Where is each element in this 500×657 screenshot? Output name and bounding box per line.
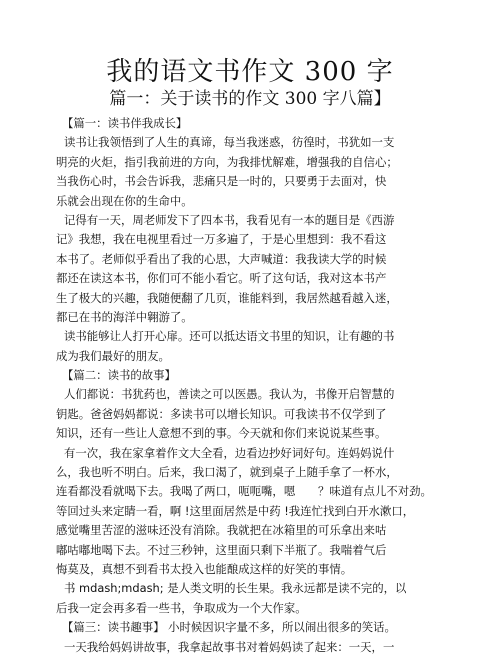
section-heading-line: 【篇二：读书的故事】 xyxy=(62,368,176,383)
text-line: 有一次，我在家拿着作文大全看，边看边抄好词好句。连妈妈说什 xyxy=(64,445,395,460)
text-line: 都已在书的海洋中翱游了。 xyxy=(56,309,193,324)
text-line: 悔莫及，真想不到看书太投入也能酿成这样的好笑的事情。 xyxy=(56,561,353,576)
page-subtitle: 篇一：关于读书的作文 300 字八篇】 xyxy=(109,89,391,109)
text-line: 成为我们最好的朋友。 xyxy=(56,348,170,363)
text-line: 当我伤心时，书会告诉我，悲痛只是一时的，只要勇于去面对，快 xyxy=(56,174,387,189)
text-line: 人们都说：书犹药也，善读之可以医愚。我认为，书像开启智慧的 xyxy=(64,387,395,402)
text-line: 么，我也听不明白。后来，我口渴了，就到桌子上随手拿了一杯水， xyxy=(56,465,398,480)
page-title: 我的语文书作文 300 字 xyxy=(106,57,394,87)
text-line: 连看都没看就喝下去。我喝了两口，呃呃嘴，嗯 ？味道有点儿不对劲。 xyxy=(56,484,432,499)
text-line: 读书能够让人打开心扉。还可以抵达语文书里的知识，让有趣的书 xyxy=(64,329,395,344)
text-line: 一天我给妈妈讲故事，我拿起故事书对着妈妈读了起来：一天，一 xyxy=(64,639,395,654)
text-line: 都还在读这本书，你们可不能小看它。听了这句话，我对这本书产 xyxy=(56,271,387,286)
text-line: 后我一定会再多看一些书，争取成为一个大作家。 xyxy=(56,600,307,615)
text-line: 读书让我领悟到了人生的真谛，每当我迷惑，彷徨时，书犹如一支 xyxy=(64,135,395,150)
text-line: 等回过头来定睛一看，啊 !这里面居然是中药 !我连忙找到白开水漱口， xyxy=(56,503,415,518)
section-heading-line: 【篇一：读书伴我成长】 xyxy=(62,116,188,130)
text-line: 感觉嘴里苦涩的滋味还没有消除。我就把在冰箱里的可乐拿出来咕 xyxy=(56,523,387,538)
text-line: 生了极大的兴趣，我随便翻了几页，谁能料到，我居然越看越入迷， xyxy=(56,290,398,305)
text-line: 记》我想，我在电视里看过一万多遍了，于是心里想到：我不看这 xyxy=(56,232,387,247)
text-line: 钥匙。爸爸妈妈都说：多读书可以增长知识。可我读书不仅学到了 xyxy=(56,406,387,421)
text-line: 记得有一天，周老师发下了四本书，我看见有一本的题目是《西游 xyxy=(64,212,395,227)
text-line: 乐就会出现在你的生命中。 xyxy=(56,193,193,208)
text-line: 知识，还有一些让人意想不到的事。今天就和你们来说说某些事。 xyxy=(56,426,387,441)
section-heading-line: 【篇三：读书趣事】 小时候因识字量不多，所以闹出很多的笑话。 xyxy=(62,620,396,635)
document-body xyxy=(56,114,456,657)
text-line: 嘟咕嘟地喝下去。不过三秒钟，这里面只剩下半瓶了。我喘着气后 xyxy=(56,542,387,557)
text-line: 书 mdash;mdash; 是人类文明的长生果。我永远都是读不完的，以 xyxy=(64,581,407,596)
text-line: 明亮的火炬，指引我前进的方向，为我排忧解难，增强我的自信心； xyxy=(56,154,398,169)
text-line: 本书了。老师似乎看出了我的心思，大声喊道：我我读大学的时候 xyxy=(56,251,387,266)
